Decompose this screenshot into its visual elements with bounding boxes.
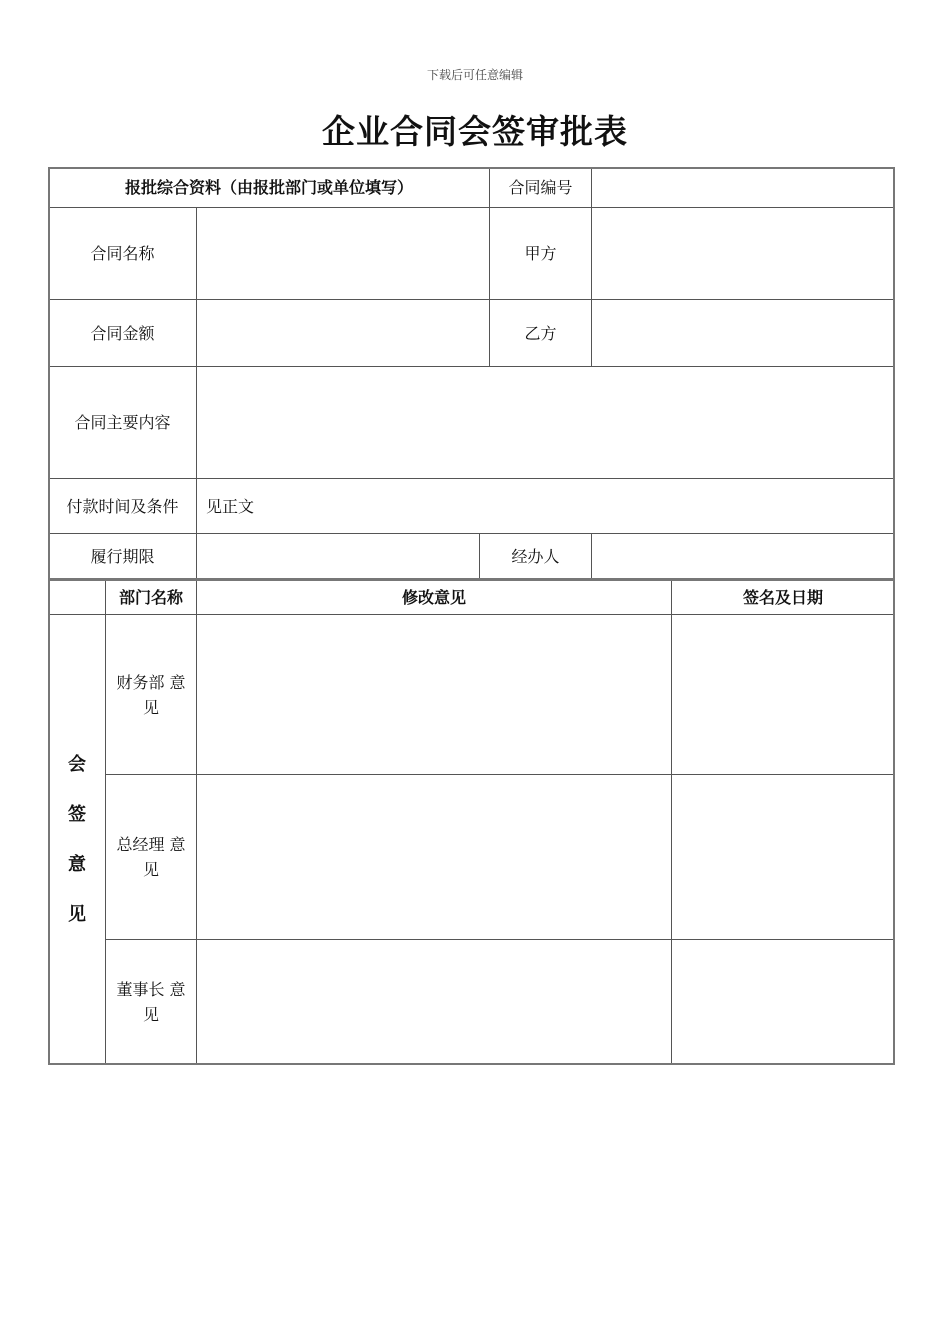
general-manager-label: 总经理 意见: [105, 774, 197, 940]
header-note: 下载后可任意编辑: [426, 68, 523, 82]
contract-no-field[interactable]: [591, 167, 895, 208]
performance-term-field[interactable]: [196, 533, 480, 580]
payment-terms-label: 付款时间及条件: [48, 478, 197, 534]
section-header: 报批综合资料（由报批部门或单位填写）: [48, 167, 490, 208]
signoff-corner: [48, 579, 106, 615]
handler-label: 经办人: [479, 533, 592, 580]
side-label-char: 会: [68, 753, 86, 775]
opinion-header: 修改意见: [196, 579, 672, 615]
signature-date-header: 签名及日期: [671, 579, 895, 615]
approval-form-table: [48, 167, 895, 1065]
party-b-label: 乙方: [489, 299, 592, 367]
contract-content-field[interactable]: [196, 366, 895, 479]
side-label-char: 签: [68, 803, 86, 825]
side-label-char: 见: [68, 903, 86, 925]
contract-amount-label: 合同金额: [48, 299, 197, 367]
contract-amount-field[interactable]: [196, 299, 490, 367]
chairman-opinion-field[interactable]: [196, 939, 672, 1065]
party-a-field[interactable]: [591, 207, 895, 300]
general-manager-opinion-field[interactable]: [196, 774, 672, 940]
party-b-field[interactable]: [591, 299, 895, 367]
performance-term-label: 履行期限: [48, 533, 197, 580]
page-title: 企业合同会签审批表: [322, 112, 628, 151]
finance-opinion-field[interactable]: [196, 614, 672, 775]
signoff-side-label: [48, 614, 106, 1065]
contract-name-label: 合同名称: [48, 207, 197, 300]
contract-content-label: 合同主要内容: [48, 366, 197, 479]
contract-name-field[interactable]: [196, 207, 490, 300]
handler-field[interactable]: [591, 533, 895, 580]
dept-name-header: 部门名称: [105, 579, 197, 615]
chairman-label: 董事长 意见: [105, 939, 197, 1065]
party-a-label: 甲方: [489, 207, 592, 300]
contract-no-label: 合同编号: [489, 167, 592, 208]
chairman-signature-field[interactable]: [671, 939, 895, 1065]
general-manager-signature-field[interactable]: [671, 774, 895, 940]
finance-dept-label: 财务部 意见: [105, 614, 197, 775]
finance-signature-field[interactable]: [671, 614, 895, 775]
payment-terms-field[interactable]: 见正文: [196, 478, 895, 534]
side-label-char: 意: [68, 853, 86, 875]
